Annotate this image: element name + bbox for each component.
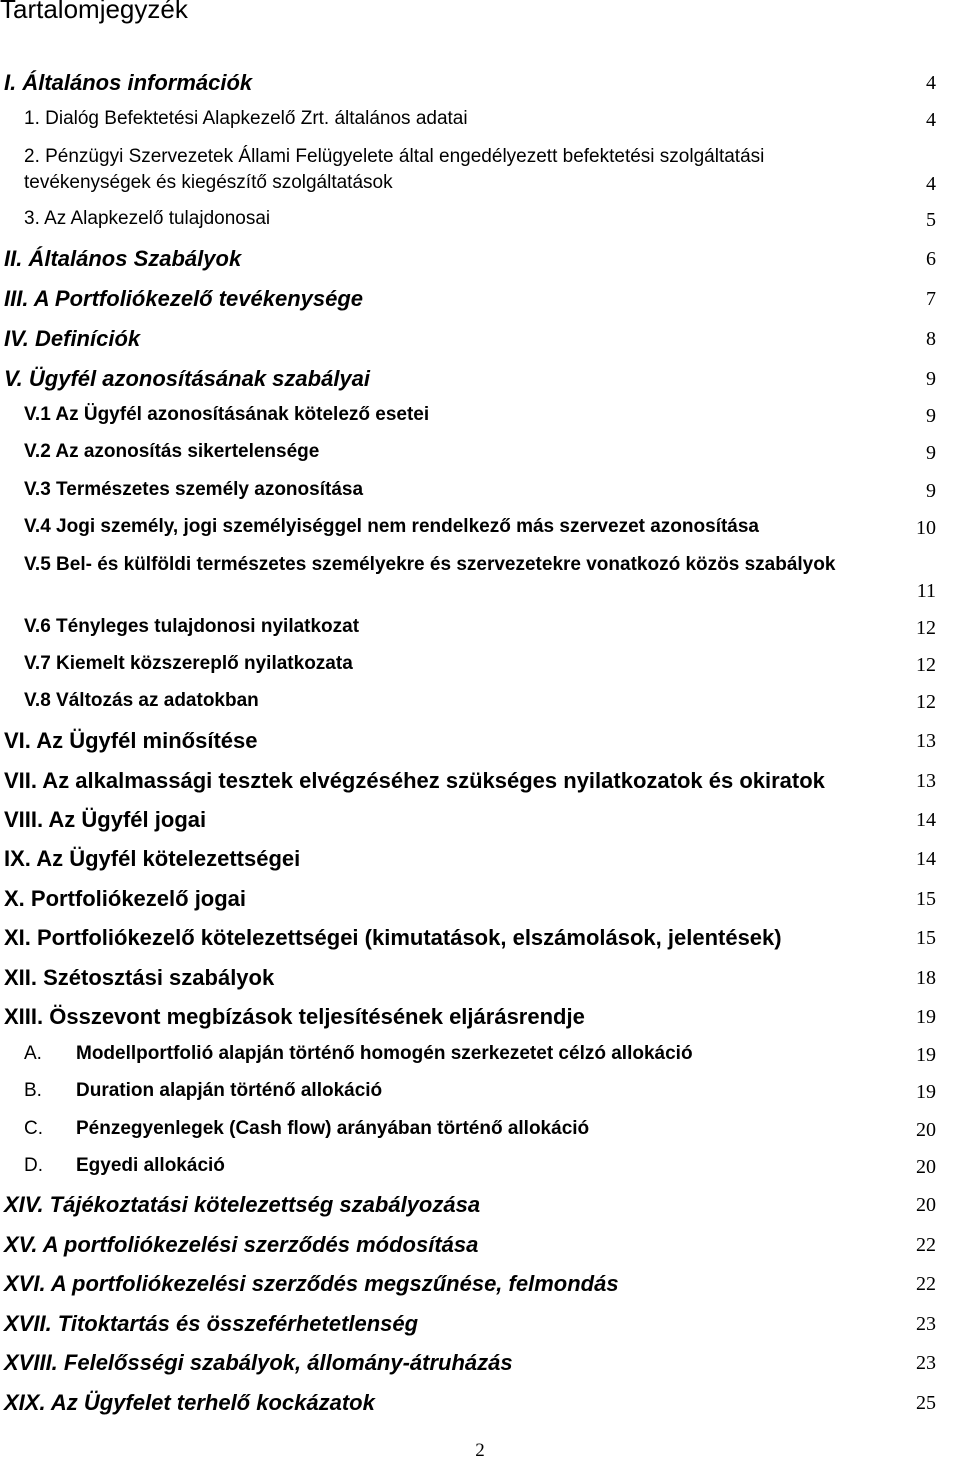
toc-entry[interactable]	[0, 1309, 960, 1343]
toc-entry-label: V.6 Tényleges tulajdonosi nyilatkozat	[24, 616, 360, 637]
toc-entry-page: 23	[916, 1313, 936, 1335]
toc-entry-label: 2. Pénzügyi Szervezetek Állami Felügyelete által engedélyezett befektetési szolgáltatási	[24, 146, 765, 167]
toc-entry-page: 19	[916, 1081, 936, 1103]
toc-entry-label: V. Ügyfél azonosításának szabályai	[4, 366, 371, 391]
toc-entry-page: 25	[916, 1392, 936, 1414]
toc-entry-label: XVIII. Felelősségi szabályok, állomány-átruházás	[4, 1350, 513, 1375]
toc-entry[interactable]	[0, 923, 960, 957]
toc-entry-page: 5	[926, 209, 936, 231]
toc-entry-label: III. A Portfoliókezelő tevékenysége	[4, 286, 364, 311]
toc-entry[interactable]	[0, 726, 960, 760]
toc-entry[interactable]	[0, 884, 960, 918]
toc-entry-page: 4	[926, 109, 936, 131]
toc-entry-page: 13	[916, 770, 936, 792]
toc-entry-page: 13	[916, 730, 936, 752]
toc-entry[interactable]	[0, 439, 960, 471]
toc-entry-page: 11	[916, 580, 936, 602]
toc-entry[interactable]	[0, 1153, 960, 1185]
toc-entry[interactable]	[0, 206, 960, 236]
toc-entry-label: XVII. Titoktartás és összeférhetetlenség	[4, 1311, 419, 1336]
toc-entry[interactable]	[0, 1388, 960, 1422]
toc-entry-label: V.2 Az azonosítás sikertelensége	[24, 441, 320, 462]
toc-entry-label: XIX. Az Ügyfelet terhelő kockázatok	[4, 1390, 375, 1415]
toc-entry[interactable]	[0, 66, 960, 100]
toc-entry-label: V.4 Jogi személy, jogi személyiséggel nem rendelkező más szervezet azonosítása	[24, 516, 759, 537]
toc-entry-label: V.1 Az Ügyfél azonosításának kötelező esetei	[24, 404, 430, 425]
toc-entry-label: XV. A portfoliókezelési szerződés módosítása	[4, 1232, 479, 1257]
toc-entry-page: 22	[916, 1273, 936, 1295]
toc-entry-page: 10	[916, 517, 936, 539]
toc-entry-label: Egyedi allokáció	[76, 1155, 225, 1176]
toc-entry-label: 1. Dialóg Befektetési Alapkezelő Zrt. általános adatai	[24, 108, 468, 129]
toc-entry[interactable]	[0, 144, 960, 200]
toc-entry-label: XII. Szétosztási szabályok	[4, 965, 275, 990]
toc-entry-label: VI. Az Ügyfél minősítése	[4, 728, 258, 753]
toc-entry-page: 14	[916, 848, 936, 870]
toc-entry-label: XVI. A portfoliókezelési szerződés megszűnése, felmondás	[4, 1271, 619, 1296]
toc-entry[interactable]	[0, 284, 960, 318]
toc-entry-label: V.5 Bel- és külföldi természetes személyekre és szervezetekre vonatkozó közös szabályok	[24, 554, 836, 575]
toc-entry-label: XIV. Tájékoztatási kötelezettség szabályozása	[4, 1192, 481, 1217]
toc-entry-page: 9	[926, 480, 936, 502]
toc-entry-label: XIII. Összevont megbízások teljesítésének eljárásrendje	[4, 1004, 585, 1029]
toc-entry-page: 12	[916, 617, 936, 639]
toc-entry[interactable]	[0, 651, 960, 683]
toc-entry-marker: B.	[24, 1080, 42, 1101]
toc-entry-page: 19	[916, 1006, 936, 1028]
toc-entry-page: 8	[926, 328, 936, 350]
toc-entry[interactable]	[0, 614, 960, 646]
toc-entry[interactable]	[0, 1078, 960, 1110]
page-number: 2	[475, 1440, 485, 1461]
toc-entry[interactable]	[0, 1230, 960, 1264]
toc-entry-page: 20	[916, 1156, 936, 1178]
toc-entry[interactable]	[0, 477, 960, 509]
toc-entry-page: 19	[916, 1044, 936, 1066]
toc-entry[interactable]	[0, 514, 960, 546]
toc-entry[interactable]	[0, 324, 960, 358]
toc-entry-label: Modellportfolió alapján történő homogén szerkezetet célzó allokáció	[76, 1043, 693, 1064]
toc-entry[interactable]	[0, 1190, 960, 1224]
toc-title: Tartalomjegyzék	[0, 0, 188, 24]
toc-entry-page: 20	[916, 1119, 936, 1141]
toc-entry[interactable]	[0, 766, 960, 800]
toc-entry-page: 6	[926, 248, 936, 270]
toc-entry-page: 14	[916, 809, 936, 831]
toc-entry-page: 15	[916, 927, 936, 949]
toc-entry-page: 12	[916, 654, 936, 676]
toc-entry-page: 20	[916, 1194, 936, 1216]
toc-entry[interactable]	[0, 688, 960, 720]
toc-entry-label: V.7 Kiemelt közszereplő nyilatkozata	[24, 653, 353, 674]
toc-entry-label: V.3 Természetes személy azonosítása	[24, 479, 364, 500]
toc-entry-page: 4	[926, 72, 936, 94]
toc-entry-page: 23	[916, 1352, 936, 1374]
toc-entry-label: XI. Portfoliókezelő kötelezettségei (kimutatások, elszámolások, jelentések)	[4, 925, 782, 950]
toc-entry-page: 15	[916, 888, 936, 910]
toc-entry-label: IX. Az Ügyfél kötelezettségei	[4, 846, 301, 871]
toc-entry-marker: C.	[24, 1118, 43, 1139]
toc-entry-page: 9	[926, 405, 936, 427]
toc-entry[interactable]	[0, 805, 960, 839]
toc-entry[interactable]	[0, 1116, 960, 1148]
toc-entry-label: VIII. Az Ügyfél jogai	[4, 807, 207, 832]
toc-entry[interactable]	[0, 963, 960, 997]
toc-entry-label: Pénzegyenlegek (Cash flow) arányában történő allokáció	[76, 1118, 590, 1139]
toc-entry[interactable]	[0, 552, 960, 608]
toc-entry[interactable]	[0, 106, 960, 136]
toc-entry-label: II. Általános Szabályok	[4, 246, 242, 271]
toc-entry[interactable]	[0, 1041, 960, 1073]
toc-entry-page: 9	[926, 368, 936, 390]
toc-entry[interactable]	[0, 244, 960, 278]
toc-entry-page: 4	[926, 173, 936, 195]
toc-entry-page: 12	[916, 691, 936, 713]
toc-entry-page: 9	[926, 442, 936, 464]
toc-entry[interactable]	[0, 1348, 960, 1382]
toc-entry[interactable]	[0, 1002, 960, 1036]
toc-entry[interactable]	[0, 1269, 960, 1303]
toc-entry-label: Duration alapján történő allokáció	[76, 1080, 383, 1101]
toc-entry[interactable]	[0, 364, 960, 398]
toc-entry-label: 3. Az Alapkezelő tulajdonosai	[24, 208, 271, 229]
toc-entry-label: VII. Az alkalmassági tesztek elvégzéséhez szükséges nyilatkozatok és okiratok	[4, 768, 825, 793]
toc-entry-label: X. Portfoliókezelő jogai	[4, 886, 247, 911]
toc-entry[interactable]	[0, 402, 960, 434]
toc-entry-marker: D.	[24, 1155, 43, 1176]
toc-entry-page: 22	[916, 1234, 936, 1256]
toc-entry-page: 7	[926, 288, 936, 310]
toc-entry-label: V.8 Változás az adatokban	[24, 690, 259, 711]
toc-entry-label: I. Általános információk	[4, 70, 253, 95]
toc-entry-label-continued: tevékenységek és kiegészítő szolgáltatások	[24, 172, 393, 193]
toc-entry-label: IV. Definíciók	[4, 326, 141, 351]
toc-entry-marker: A.	[24, 1043, 42, 1064]
toc-entry[interactable]	[0, 844, 960, 878]
toc-entry-page: 18	[916, 967, 936, 989]
